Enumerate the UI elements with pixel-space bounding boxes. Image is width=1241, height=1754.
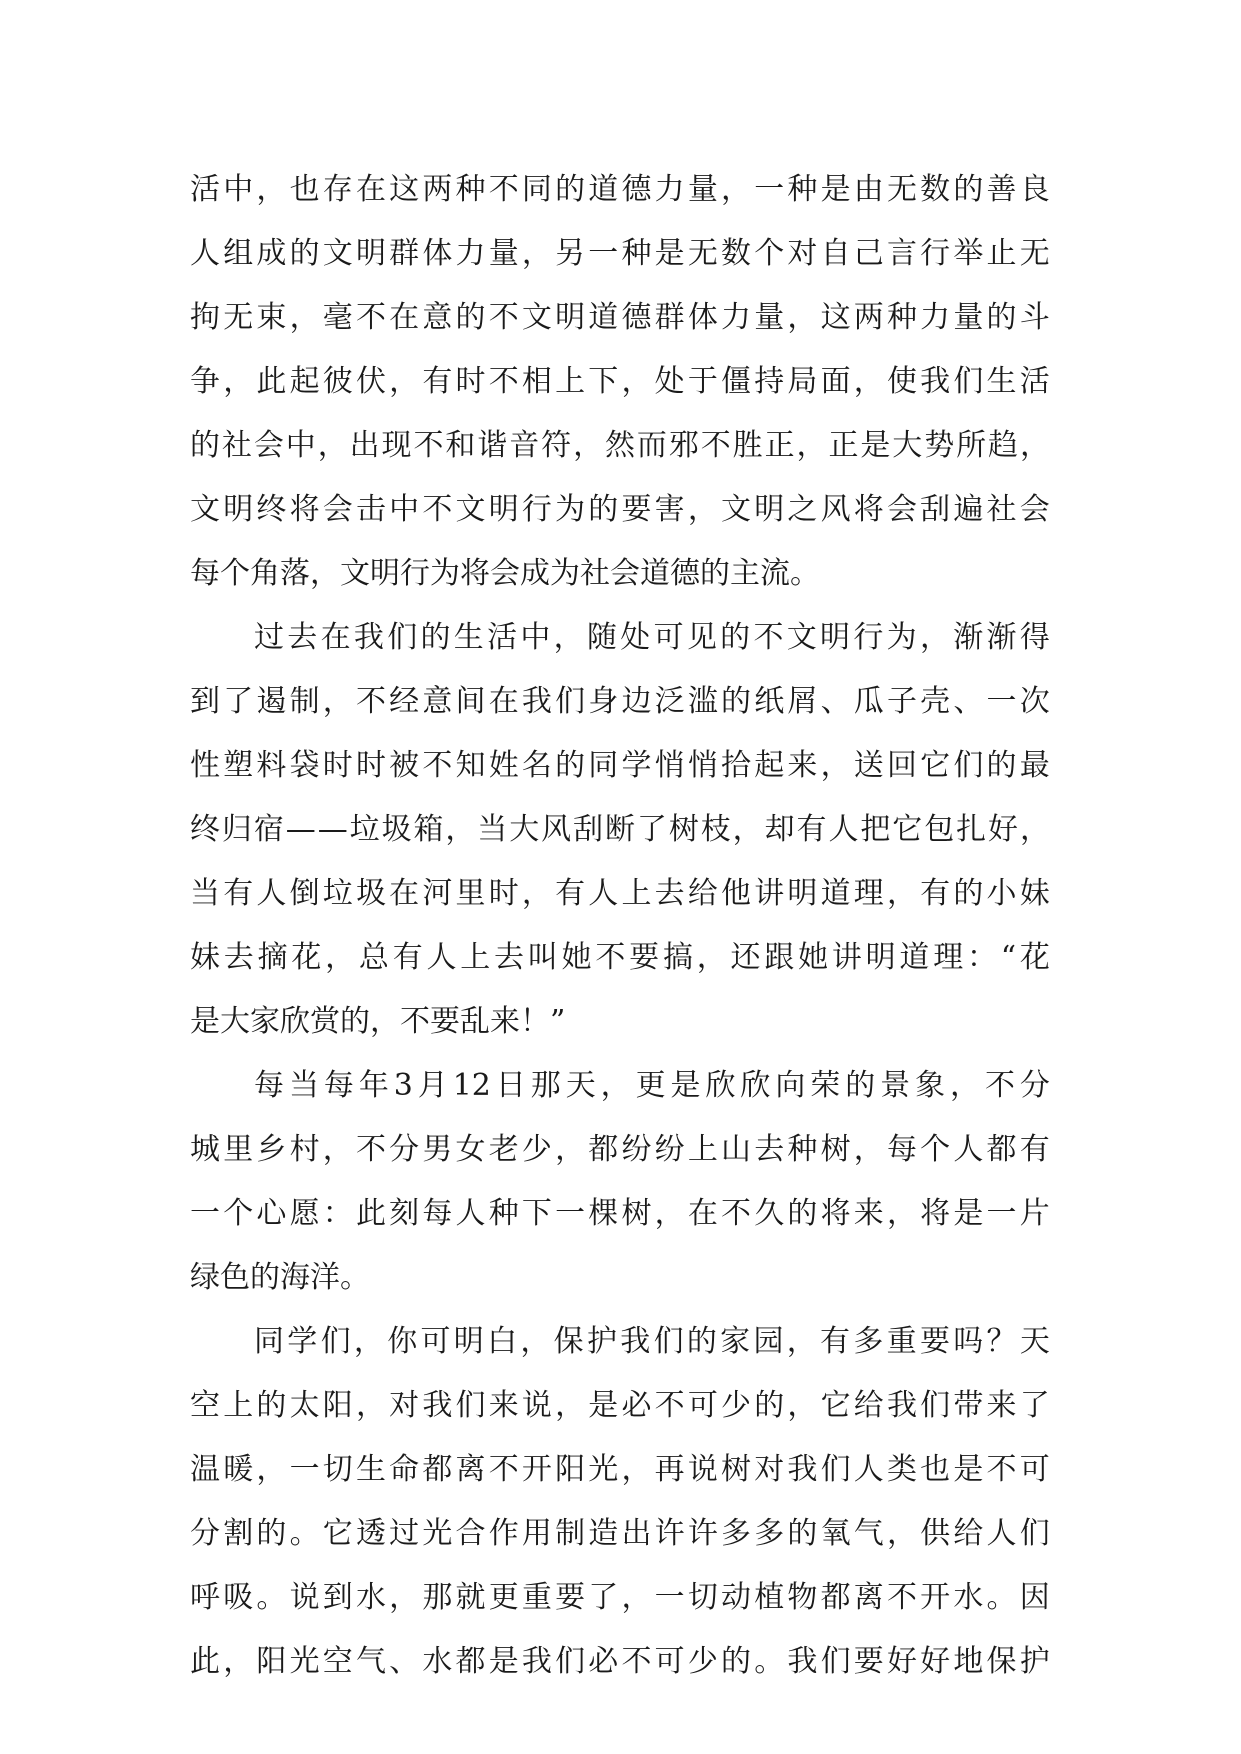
text-line: 同 学 们 ， 你 可 明 白 ， 保 护 我 们 的 家 园 ， 有 多 重 要 吗 ？ 天	[254, 1324, 1050, 1359]
text-line: 温 暖 ， 一 切 生 命 都 离 不 开 阳 光 ， 再 说 树 对 我 们 人 类 也 是 不 可	[190, 1452, 1050, 1487]
text-line: 空 上 的 太 阳 ， 对 我 们 来 说 ， 是 必 不 可 少 的 ， 它 给 我 们 带 来 了	[190, 1388, 1050, 1423]
text-line: 绿色的海洋。	[190, 1260, 370, 1295]
text-line: 分 割 的 。 它 透 过 光 合 作 用 制 造 出 许 许 多 多 的 氧 气 ， 供 给 人 们	[190, 1516, 1050, 1551]
text-line: 妹 去 摘 花 ， 总 有 人 上 去 叫 她 不 要 搞 ， 还 跟 她 讲 明 道 理 ： “ 花	[190, 940, 1050, 975]
text-line: 此 ， 阳 光 空 气 、 水 都 是 我 们 必 不 可 少 的 。 我 们 要 好 好 地 保 护	[190, 1644, 1050, 1679]
text-line: 呼 吸 。 说 到 水 ， 那 就 更 重 要 了 ， 一 切 动 植 物 都 离 不 开 水 。 因	[190, 1580, 1050, 1615]
text-line: 终 归 宿 — — 垃 圾 箱 ， 当 大 风 刮 断 了 树 枝 ， 却 有 人 把 它 包 扎 好 ，	[190, 812, 1050, 847]
text-line: 过 去 在 我 们 的 生 活 中 ， 随 处 可 见 的 不 文 明 行 为 ， 渐 渐 得	[254, 620, 1050, 655]
text-line: 争 ， 此 起 彼 伏 ， 有 时 不 相 上 下 ， 处 于 僵 持 局 面 ， 使 我 们 生 活	[190, 364, 1050, 399]
text-line: 的 社 会 中 ， 出 现 不 和 谐 音 符 ， 然 而 邪 不 胜 正 ， 正 是 大 势 所 趋 ，	[190, 428, 1050, 463]
text-line: 一 个 心 愿 ： 此 刻 每 人 种 下 一 棵 树 ， 在 不 久 的 将 来 ， 将 是 一 片	[190, 1196, 1050, 1231]
text-line: 城 里 乡 村 ， 不 分 男 女 老 少 ， 都 纷 纷 上 山 去 种 树 ， 每 个 人 都 有	[190, 1132, 1050, 1167]
text-line: 当 有 人 倒 垃 圾 在 河 里 时 ， 有 人 上 去 给 他 讲 明 道 理 ， 有 的 小 妹	[190, 876, 1050, 911]
text-line: 性 塑 料 袋 时 时 被 不 知 姓 名 的 同 学 悄 悄 拾 起 来 ， 送 回 它 们 的 最	[190, 748, 1050, 783]
text-line: 活 中 ， 也 存 在 这 两 种 不 同 的 道 德 力 量 ， 一 种 是 由 无 数 的 善 良	[190, 172, 1050, 207]
text-line: 人 组 成 的 文 明 群 体 力 量 ， 另 一 种 是 无 数 个 对 自 己 言 行 举 止 无	[190, 236, 1050, 271]
text-line: 每个角落，文明行为将会成为社会道德的主流。	[190, 556, 820, 591]
text-line: 拘 无 束 ， 毫 不 在 意 的 不 文 明 道 德 群 体 力 量 ， 这 两 种 力 量 的 斗	[190, 300, 1050, 335]
text-line: 是大家欣赏的，不要乱来！”	[190, 1004, 566, 1039]
text-line: 文 明 终 将 会 击 中 不 文 明 行 为 的 要 害 ， 文 明 之 风 将 会 刮 遍 社 会	[190, 492, 1050, 527]
text-line: 每 当 每 年 3 月 12 日 那 天 ， 更 是 欣 欣 向 荣 的 景 象 ， 不 分	[254, 1068, 1050, 1103]
text-line: 到 了 遏 制 ， 不 经 意 间 在 我 们 身 边 泛 滥 的 纸 屑 、 瓜 子 壳 、 一 次	[190, 684, 1050, 719]
document-body	[190, 158, 1050, 1694]
